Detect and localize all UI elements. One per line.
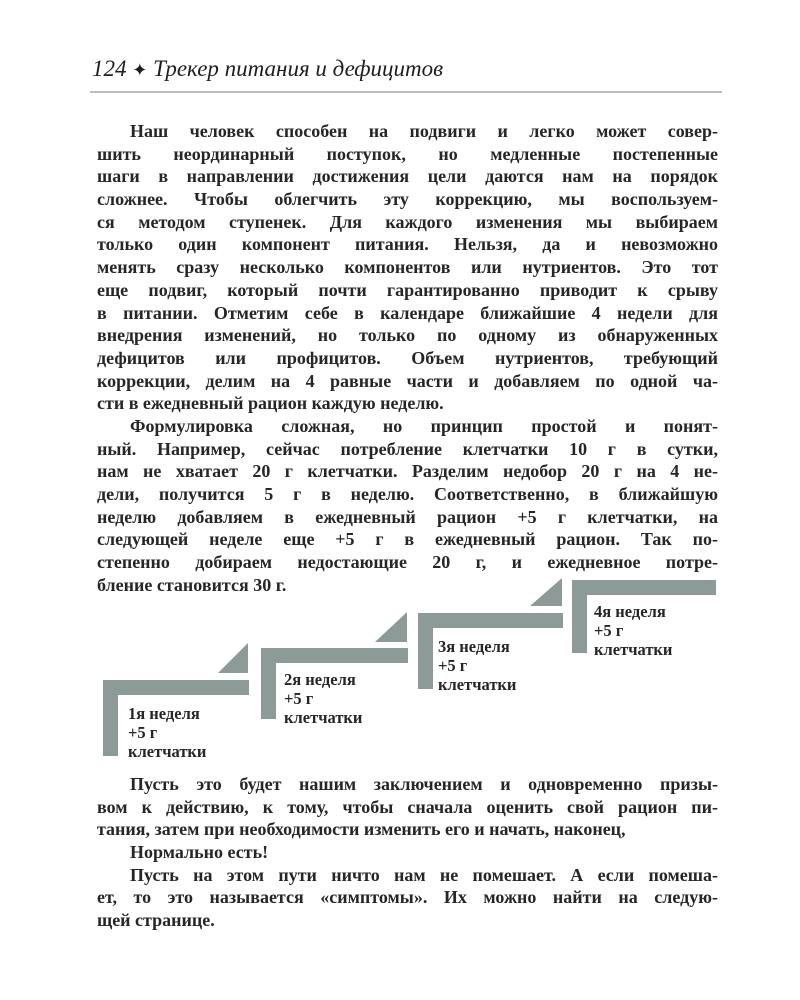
- step-1-label: [128, 704, 206, 761]
- step-4-vertical-bar: [572, 580, 587, 653]
- step-amount: +5 г: [284, 689, 314, 708]
- step-1-vertical-bar: [103, 680, 118, 756]
- running-header: [92, 56, 443, 82]
- step-amount: +5 г: [594, 621, 624, 640]
- text-line: в питании. Отметим себе в календаре ближайшие 4 недели для: [97, 302, 718, 323]
- paragraph: [97, 841, 718, 864]
- step-1-horizontal-bar: [103, 680, 249, 695]
- step-3-vertical-bar: [418, 613, 433, 689]
- text-line: внедрения изменений, но только по одному из обнаруженных: [97, 325, 718, 346]
- text-line: Нормально есть!: [130, 842, 269, 863]
- text-line: Наш человек способен на подвиги и легко может совер-: [130, 121, 718, 141]
- step-3-label: [438, 637, 516, 694]
- text-line: ся методом ступенек. Для каждого изменения мы выбираем: [97, 211, 718, 232]
- chapter-title: Трекер питания и дефицитов: [153, 56, 444, 81]
- text-line: следующей неделе еще +5 г в ежедневный рацион. Так по-: [97, 529, 718, 550]
- step-nutrient: клетчатки: [284, 708, 363, 727]
- text-line: шить неординарный поступок, но медленные постепенные: [97, 143, 718, 164]
- text-line: менять сразу несколько компонентов или нутриентов. Это тот: [97, 257, 718, 278]
- step-3-horizontal-bar: [418, 613, 563, 628]
- header-rule: [90, 91, 722, 93]
- text-line: нам не хватает 20 г клетчатки. Разделим недобор 20 г на 4 не-: [97, 461, 718, 482]
- step-2-label: [284, 670, 362, 727]
- text-line: степенно добираем недостающие 20 г, и ежедневное потре-: [97, 552, 718, 573]
- step-amount: +5 г: [438, 656, 468, 675]
- paragraph: [97, 120, 718, 415]
- text-line: сти в ежедневный рацион каждую неделю.: [97, 393, 444, 414]
- text-line: только один компонент питания. Нельзя, да и невозможно: [97, 234, 718, 255]
- step-4-horizontal-bar: [572, 580, 716, 595]
- text-line: вом к действию, к тому, чтобы сначала оценить свой рацион пи-: [97, 796, 718, 817]
- step-2-triangle: [375, 612, 407, 642]
- step-3-triangle: [530, 578, 562, 606]
- step-nutrient: клетчатки: [594, 640, 673, 659]
- text-line: щей странице.: [97, 910, 215, 931]
- text-line: Формулировка сложная, но принцип простой и понят-: [130, 415, 718, 436]
- paragraph: [97, 773, 718, 841]
- text-line: ный. Например, сейчас потребление клетчатки 10 г в сутки,: [97, 438, 718, 459]
- step-nutrient: клетчатки: [128, 742, 207, 761]
- step-week: 2я неделя: [284, 670, 356, 689]
- body-text-bottom: [97, 773, 718, 932]
- step-week: 1я неделя: [128, 704, 200, 723]
- step-nutrient: клетчатки: [438, 675, 517, 694]
- body-text-top: [97, 120, 718, 596]
- step-2-horizontal-bar: [261, 648, 408, 663]
- text-line: еще подвиг, который почти гарантированно приводит к срыву: [97, 279, 718, 300]
- paragraph: [97, 415, 718, 597]
- step-2-vertical-bar: [261, 648, 276, 719]
- page-number: 124: [92, 56, 127, 81]
- text-line: дели, получится 5 г в неделю. Соответственно, в ближайшую: [97, 484, 718, 504]
- step-1-triangle: [218, 643, 248, 673]
- text-line: тания, затем при необходимости изменить его и начать, наконец,: [97, 819, 626, 840]
- step-4-label: [594, 602, 672, 659]
- text-line: дефицитов или профицитов. Объем нутриентов, требующий: [97, 347, 718, 368]
- step-week: 4я неделя: [594, 602, 666, 621]
- text-line: Пусть это будет нашим заключением и одновременно призы-: [130, 774, 718, 794]
- step-amount: +5 г: [128, 723, 158, 742]
- text-line: неделю добавляем в ежедневный рацион +5 г клетчатки, на: [97, 506, 718, 527]
- text-line: бление становится 30 г.: [97, 574, 287, 595]
- text-line: сложнее. Чтобы облегчить эту коррекцию, мы воспользуем-: [97, 189, 718, 210]
- paragraph: [97, 864, 718, 932]
- text-line: шаги в направлении достижения цели даются нам на порядок: [97, 166, 718, 187]
- star-separator-icon: ✦: [132, 60, 148, 80]
- text-line: Пусть на этом пути ничто нам не помешает. А если помеша-: [130, 864, 718, 885]
- text-line: ет, то это называется «симптомы». Их можно найти на следую-: [97, 887, 718, 908]
- text-line: коррекции, делим на 4 равные части и добавляем по одной ча-: [97, 370, 718, 391]
- step-week: 3я неделя: [438, 637, 510, 656]
